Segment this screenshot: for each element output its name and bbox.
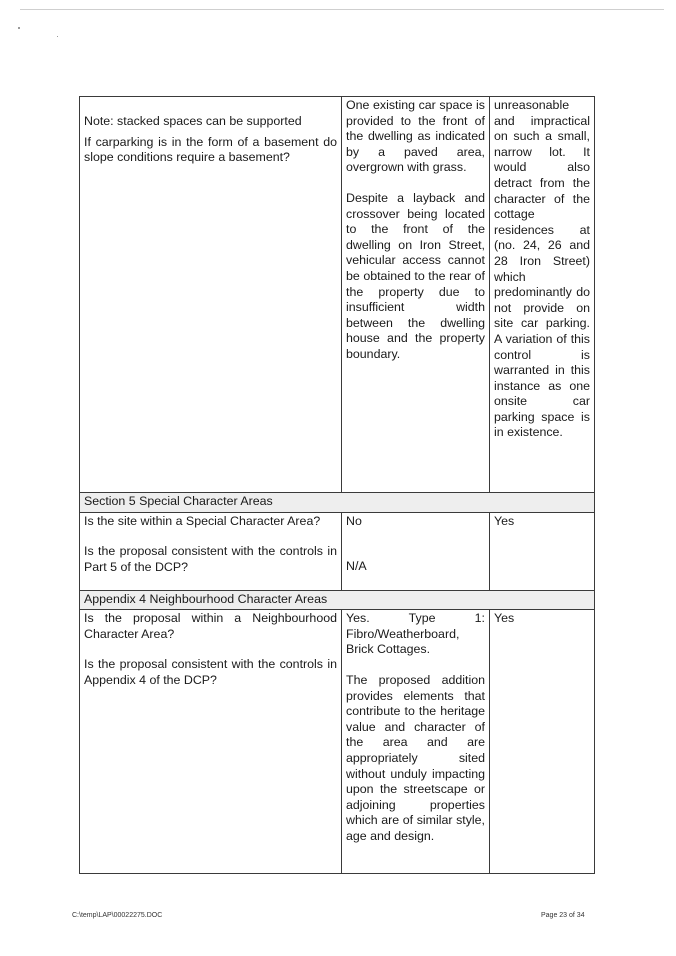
footer-file-path: C:\temp\LAP\00022275.DOC <box>72 912 163 919</box>
table-row <box>80 610 595 874</box>
table-row <box>80 97 595 493</box>
proposal-cell <box>342 512 490 590</box>
note-text: Note: stacked spaces can be supported <box>84 114 302 128</box>
compliance-cell <box>490 97 595 493</box>
answer-text: Yes. Type 1: Fibro/Weatherboard, Brick Cottages. <box>346 611 485 657</box>
section-heading-row <box>80 493 595 513</box>
compliance-text: Yes <box>494 513 515 528</box>
compliance-text: Yes <box>494 611 515 626</box>
dcp-compliance-table <box>79 96 595 874</box>
compliance-text: unreasonable and impractical on such a small, narrow lot. It would also detract from the character of the cottage residences at (no. 24, 26 and 28 Iron Street) which predominantly do not provide on site car parking. A variation of this control is warranted in this instance as one onsite car parking space is in existence. <box>494 98 590 440</box>
question-text: Is the proposal within a Neighbourhood Character Area? <box>84 611 337 641</box>
section-heading: Section 5 Special Character Areas <box>80 493 595 513</box>
proposal-cell <box>342 610 490 874</box>
answer-text: No <box>346 513 362 528</box>
section-heading-row <box>80 590 595 610</box>
answer-text: The proposed addition provides elements that contribute to the heritage value and character of the area and are appropriately sited without unduly impacting upon the streetscape or adjoining properties which are of similar style, age and design. <box>346 672 485 843</box>
control-cell <box>80 97 342 493</box>
scan-speck <box>18 27 20 29</box>
question-text: Is the proposal consistent with the controls in Appendix 4 of the DCP? <box>84 657 337 687</box>
proposal-cell <box>342 97 490 493</box>
proposal-paragraph: One existing car space is provided to the front of the dwelling as indicated by a paved area, overgrown with grass. <box>346 98 485 175</box>
compliance-cell <box>490 610 595 874</box>
question-text: Is the site within a Special Character Area? <box>84 513 321 528</box>
table-row <box>80 512 595 590</box>
basement-question: If carparking is in the form of a basement do slope conditions require a basement? <box>84 134 337 165</box>
control-cell <box>80 610 342 874</box>
proposal-paragraph: Despite a layback and crossover being located to the front of the dwelling on Iron Street, vehicular access cannot be obtained to the rear of the property due to insufficient width between the dwelling house and the property boundary. <box>346 190 485 361</box>
answer-text: N/A <box>346 559 367 574</box>
compliance-cell <box>490 512 595 590</box>
scan-speck <box>57 36 58 37</box>
control-cell <box>80 512 342 590</box>
section-heading: Appendix 4 Neighbourhood Character Areas <box>80 590 595 610</box>
question-text: Is the proposal consistent with the controls in Part 5 of the DCP? <box>84 544 337 574</box>
page-top-rule <box>20 9 664 10</box>
footer-page-number: Page 23 of 34 <box>541 912 585 919</box>
